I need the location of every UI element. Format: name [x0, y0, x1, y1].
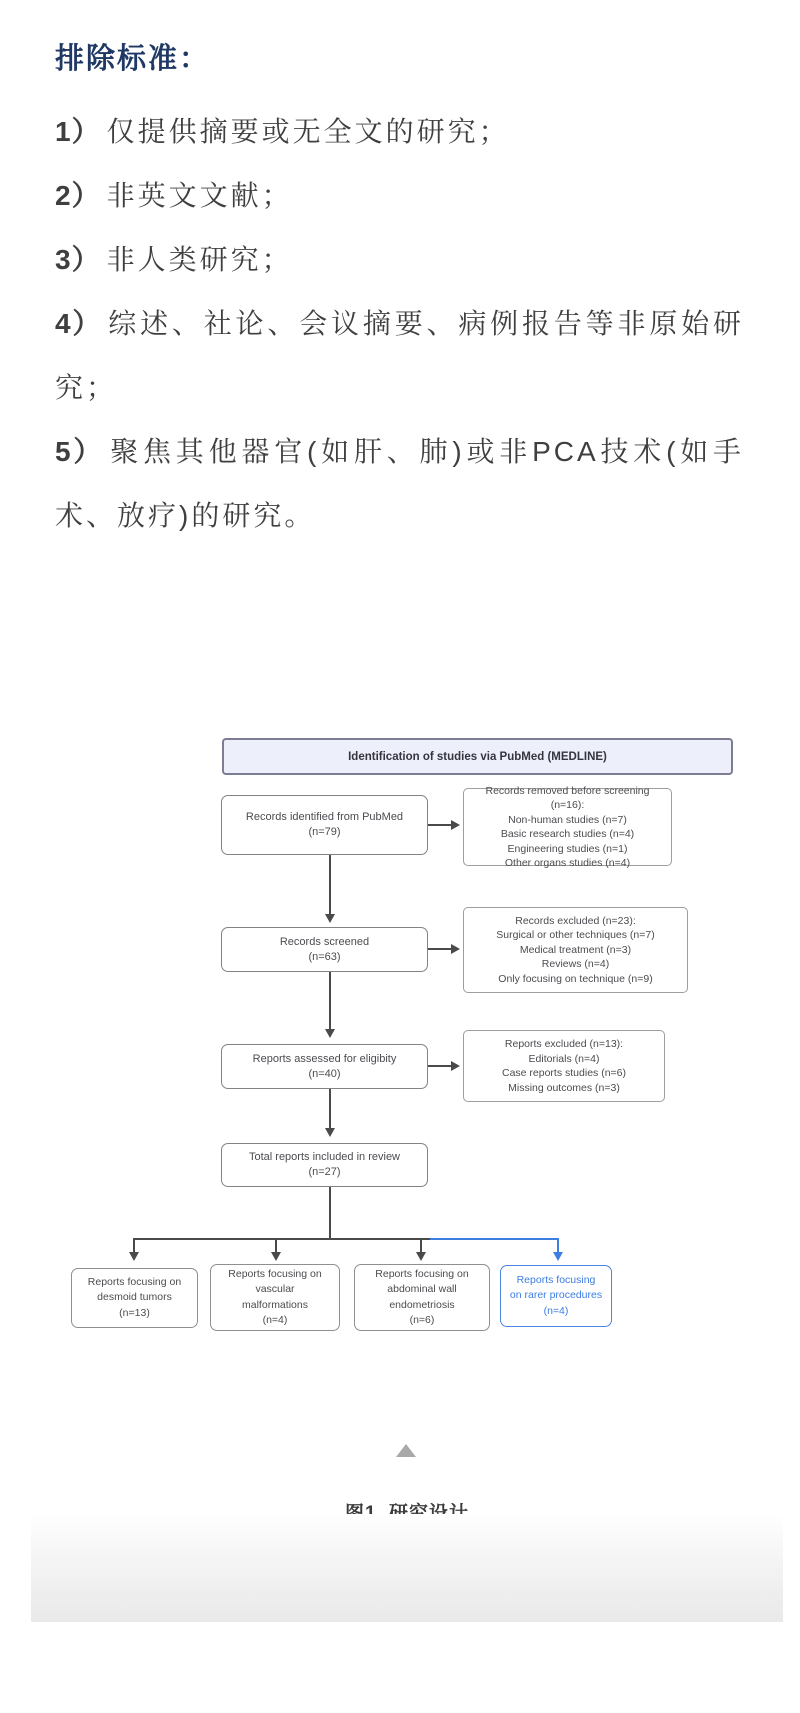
arrow-down-line-3	[329, 1089, 331, 1128]
arrow-right-line-3	[428, 1065, 452, 1067]
exclusion-item	[55, 100, 744, 164]
arrow-right-head-1	[451, 820, 460, 830]
branch-horizontal-line-blue	[430, 1238, 559, 1240]
footer-gradient	[31, 1514, 783, 1622]
item-text: 非人类研究；	[106, 244, 293, 275]
branch-drop-line-3	[420, 1238, 422, 1252]
arrow-right-head-3	[451, 1061, 460, 1071]
branch-horizontal-line	[134, 1238, 430, 1240]
side-box-reports-excluded: Reports excluded (n=13): Editorials (n=4) Case reports studies (n=6) Missing outcomes (n=3)	[463, 1030, 665, 1102]
branch-drop-head-4	[553, 1252, 563, 1261]
arrow-right-line-1	[428, 824, 452, 826]
flow-box-records-screened: Records screened (n=63)	[221, 927, 428, 972]
item-number: 4）	[55, 308, 103, 339]
bottom-box-vascular-malformations: Reports focusing on vascular malformations (n=4)	[210, 1264, 340, 1331]
branch-drop-line-4	[557, 1238, 559, 1252]
arrow-right-line-2	[428, 948, 452, 950]
item-number: 5）	[55, 436, 105, 467]
item-text: 聚焦其他器官(如肝、肺)或非PCA技术(如手术、放疗)的研究。	[55, 436, 745, 531]
exclusion-item	[55, 164, 744, 228]
flow-box-reports-assessed: Reports assessed for eligibity (n=40)	[221, 1044, 428, 1089]
bottom-box-rarer-procedures: Reports focusing on rarer procedures (n=4)	[500, 1265, 612, 1327]
branch-drop-head-3	[416, 1252, 426, 1261]
bottom-box-desmoid-tumors: Reports focusing on desmoid tumors (n=13)	[71, 1268, 198, 1328]
arrow-down-line-1	[329, 855, 331, 914]
arrow-down-head-2	[325, 1029, 335, 1038]
item-number: 1）	[55, 116, 101, 147]
item-text: 综述、社论、会议摘要、病例报告等非原始研究；	[55, 308, 744, 403]
arrow-down-line-2	[329, 972, 331, 1029]
exclusion-item	[55, 228, 744, 292]
arrow-down-head-3	[325, 1128, 335, 1137]
item-number: 3）	[55, 244, 101, 275]
exclusion-item	[55, 420, 744, 548]
item-number: 2）	[55, 180, 101, 211]
flow-title: Identification of studies via PubMed (MEDLINE)	[348, 750, 607, 763]
branch-drop-head-2	[271, 1252, 281, 1261]
item-text: 仅提供摘要或无全文的研究；	[106, 116, 510, 147]
flow-title-box	[222, 738, 733, 775]
arrow-down-head-1	[325, 914, 335, 923]
triangle-up-icon	[396, 1444, 416, 1457]
flow-box-total-included: Total reports included in review (n=27)	[221, 1143, 428, 1187]
branch-drop-head-1	[129, 1252, 139, 1261]
side-box-records-removed: Records removed before screening (n=16): Non-human studies (n=7) Basic research studies (n=4) Engineering studies (n=1) Other organs studies (n=4)	[463, 788, 672, 866]
branch-drop-line-1	[133, 1238, 135, 1252]
arrow-right-head-2	[451, 944, 460, 954]
flow-box-records-identified: Records identified from PubMed (n=79)	[221, 795, 428, 855]
exclusion-item	[55, 292, 744, 420]
branch-drop-line-2	[275, 1238, 277, 1252]
branch-stem-line	[329, 1187, 331, 1240]
item-text: 非英文文献；	[106, 180, 293, 211]
section-heading: 排除标准：	[55, 43, 211, 75]
bottom-box-abdominal-wall-endometriosis: Reports focusing on abdominal wall endometriosis (n=6)	[354, 1264, 490, 1331]
exclusion-criteria-section	[0, 0, 800, 548]
side-box-records-excluded: Records excluded (n=23): Surgical or other techniques (n=7) Medical treatment (n=3) Reviews (n=4) Only focusing on technique (n=9)	[463, 907, 688, 993]
